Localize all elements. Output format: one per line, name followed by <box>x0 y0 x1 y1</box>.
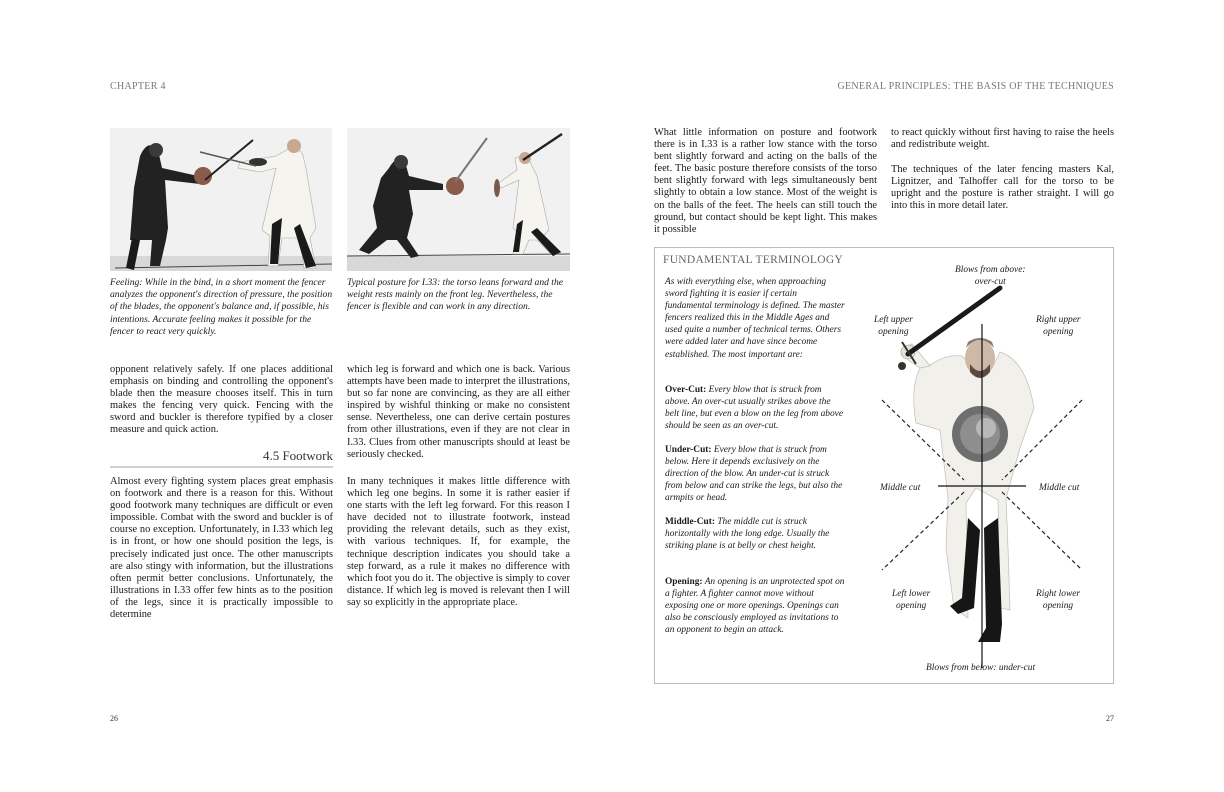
label-line: opening <box>1042 601 1074 611</box>
paragraph-later-masters: The techniques of the later fencing masters Kal, Lignitzer, and Talhoffer call for the torso to be upright and the posture is rather straight. I will go into this in more detail later. <box>891 164 1114 212</box>
label-line: opening <box>1043 327 1074 337</box>
label-right-upper-opening <box>1036 314 1081 338</box>
page-number-left: 26 <box>110 714 118 723</box>
term-name: Opening: <box>665 577 703 587</box>
term-definition: Every blow that is struck from below. Here it depends exclusively on the direction of the blow. An under-cut is struck from below and can strike the legs, but also the armpits or head. <box>665 445 843 504</box>
label-right-lower-opening <box>1036 588 1080 612</box>
fencers-bind-image <box>110 128 332 271</box>
label-middle-cut-left: Middle cut <box>880 483 921 493</box>
paragraph-react-quickly: to react quickly without first having to raise the heels and redistribute weight. <box>891 127 1114 151</box>
section-heading-footwork: 4.5 Footwork <box>110 448 333 468</box>
openings-diagram <box>850 248 1115 685</box>
label-line: Left lower <box>892 589 931 599</box>
term-definition: The middle cut is struck horizontally with the long edge. Usually the striking plane is at belly or chest height. <box>665 517 830 552</box>
term-name: Middle-Cut: <box>665 517 715 527</box>
label-left-upper-opening <box>874 314 913 338</box>
term-name: Under-Cut: <box>665 445 712 455</box>
terminology-title: FUNDAMENTAL TERMINOLOGY <box>663 254 844 266</box>
term-over-cut <box>665 384 845 432</box>
term-name: Over-Cut: <box>665 385 707 395</box>
label-line: Right lower <box>1036 589 1081 599</box>
label-left-lower-opening <box>892 588 930 612</box>
photo-fencers-bind <box>110 128 332 271</box>
paragraph-leg-choice: In many techniques it makes little difference with which leg one begins. In some it is rather easier if one starts with the left leg forward. For this reason I have decided not to illustrate footwork, instead providing the relevant details, such as they exist, with various techniques. If, for example, the technique description indicates you should take a step forward, as a rule it makes no difference with which foot you do it. The objective is simply to cover distance. If which leg is moved is relevant then I will say so explicitly in the appropriate place. <box>347 476 570 608</box>
label-line: over-cut <box>974 277 1006 287</box>
label-blows-from-above <box>955 264 1025 288</box>
caption-feeling: Feeling: While in the bind, in a short moment the fencer analyzes the opponent's direction of pressure, the position of the blades, the opponent's balance and, if possible, his intentions. Accurate feeling makes it possible for the fencer to react very quickly. <box>110 277 333 337</box>
caption-typical-posture: Typical posture for I.33: the torso leans forward and the weight rests mainly on the front leg. Nevertheless, the fencer is flexible and can work in any direction. <box>347 277 564 313</box>
term-opening <box>665 576 845 636</box>
page-number-right: 27 <box>1106 714 1114 723</box>
paragraph-footwork-intro: Almost every fighting system places great emphasis on footwork and there is a reason for this. Without good footwork many techniques are difficult or even impossible. Combat with the sword and buckler is of course no exception. Unfortunately, in I.33 which leg is in front, or how one should position the legs, is precisely indicated just once. The other manuscripts are also stingy with information, but the illustrations often permit better conclusions. Unfortunately, the illustrations in I.33 offer few hints as to the position of the legs, since it is practically impossible to determine <box>110 476 333 621</box>
running-head-left: CHAPTER 4 <box>110 81 166 92</box>
term-definition: An opening is an unprotected spot on a fighter. A fighter cannot move without exposing one or more openings. Openings can also be consciously employed as invitations to an opponent to begin an attack. <box>665 577 845 636</box>
paragraph-leg-position: which leg is forward and which one is back. Various attempts have been made to interpret the illustrations, but so far none are convincing, as they are all either inspired by wishful thinking or make no consistent sense. Nevertheless, one can derive certain postures from other illustrations, even if they are not clear in I.33. Clues from other manuscripts should at least be seriously checked. <box>347 364 570 460</box>
terminology-intro: As with everything else, when approaching sword fighting it is easier if certain fundamental terminology is defined. The master fencers realized this in the Middle Ages and used quite a number of technical terms. Others were added later and have since become established. The most important are: <box>665 277 845 360</box>
paragraph-low-stance: What little information on posture and footwork there is in I.33 is a rather low stance with the torso bent slightly forward and acting on the balls of the feet. The basic posture therefore consists of the torso bent slightly forward with legs simultaneously bent slightly to obtain a low stance. Most of the weight is on the balls of the feet. The heels can still touch the ground, but contact should be kept light. This makes it possible <box>654 127 877 235</box>
label-line: opening <box>878 327 909 337</box>
label-line: opening <box>896 601 927 611</box>
label-line: Right upper <box>1036 315 1081 325</box>
term-definition: Every blow that is struck from above. An over-cut usually strikes above the belt line, but even a blow on the leg from above should be seen as an over-cut. <box>665 385 843 432</box>
term-under-cut <box>665 444 845 504</box>
label-line: Blows from above: <box>955 265 1026 275</box>
paragraph-measure: opponent relatively safely. If one places additional emphasis on binding and controlling the opponent's blade then the measure chooses itself. This in turn makes the fencing very quick. Fencing with the sword and buckler is therefore typified by a closer measure and quick action. <box>110 364 333 436</box>
typical-posture-image <box>347 128 570 271</box>
term-middle-cut <box>665 516 845 552</box>
label-line: Left upper <box>874 315 913 325</box>
terminology-box <box>654 247 1114 684</box>
photo-typical-posture <box>347 128 570 271</box>
running-head-right: GENERAL PRINCIPLES: THE BASIS OF THE TECHNIQUES <box>837 81 1114 92</box>
label-blows-from-below: Blows from below: under-cut <box>926 663 1036 673</box>
label-middle-cut-right: Middle cut <box>1039 483 1080 493</box>
